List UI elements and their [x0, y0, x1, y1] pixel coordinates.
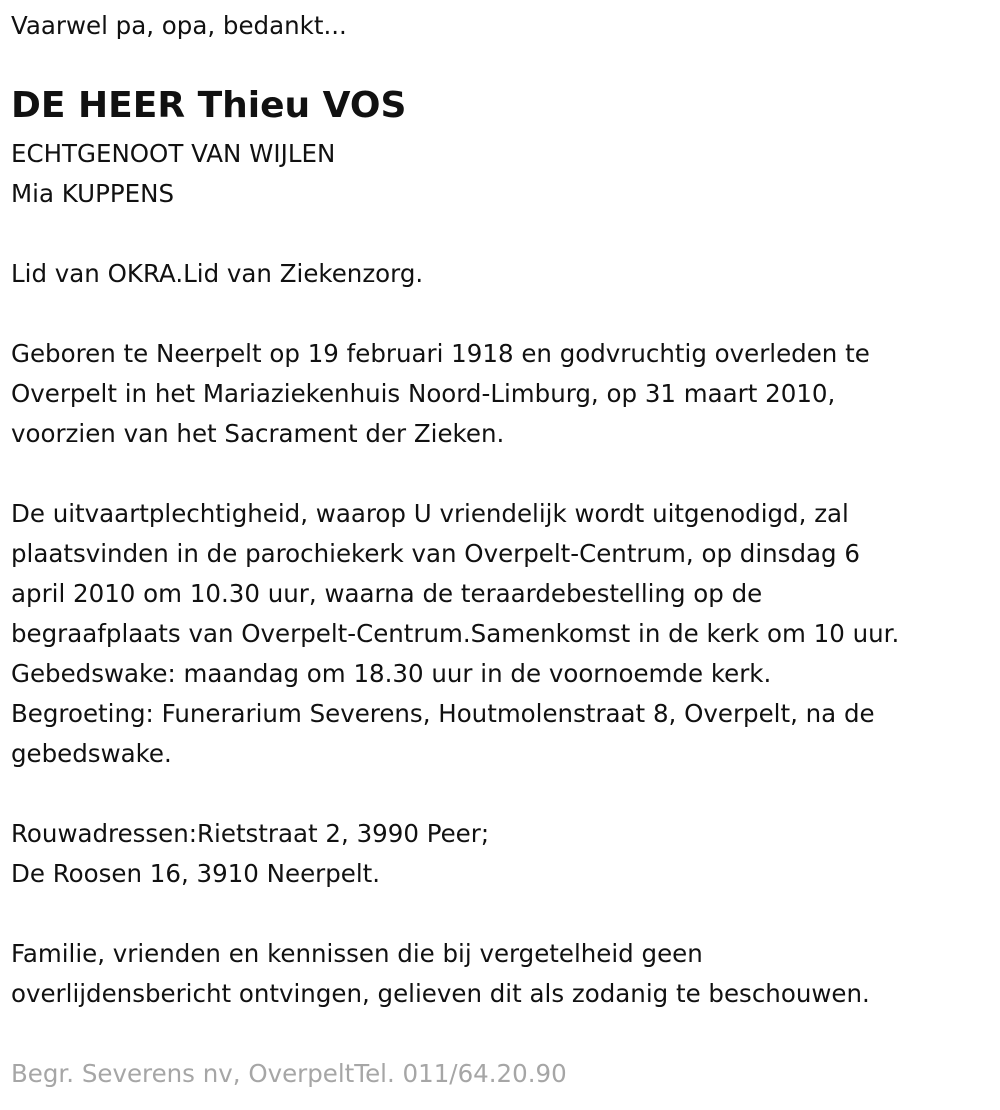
- addresses-paragraph: [11, 814, 489, 894]
- paragraph-line: gebedswake.: [11, 739, 172, 768]
- closing-paragraph: [11, 934, 870, 1014]
- paragraph-line: Overpelt in het Mariaziekenhuis Noord-Limburg, op 31 maart 2010,: [11, 379, 836, 408]
- paragraph-line: april 2010 om 10.30 uur, waarna de teraardebestelling op de: [11, 579, 763, 608]
- paragraph-line: begraafplaats van Overpelt-Centrum.Samenkomst in de kerk om 10 uur.: [11, 619, 900, 648]
- membership-block: [11, 254, 423, 294]
- paragraph-line: Geboren te Neerpelt op 19 februari 1918 en godvruchtig overleden te: [11, 339, 870, 368]
- paragraph-line: voorzien van het Sacrament der Zieken.: [11, 419, 505, 448]
- birth-death-paragraph: [11, 334, 870, 454]
- address-line: De Roosen 16, 3910 Neerpelt.: [11, 859, 381, 888]
- spouse-name: Mia KUPPENS: [11, 179, 174, 208]
- deceased-name: DE HEER Thieu VOS: [11, 85, 407, 126]
- spouse-line: ECHTGENOOT VAN WIJLEN: [11, 139, 336, 168]
- spouse-block: [11, 134, 335, 214]
- membership-text: Lid van OKRA.Lid van Ziekenzorg.: [11, 259, 424, 288]
- paragraph-line: Gebedswake: maandag om 18.30 uur in de voornoemde kerk.: [11, 659, 772, 688]
- paragraph-line: overlijdensbericht ontvingen, gelieven dit als zodanig te beschouwen.: [11, 979, 870, 1008]
- paragraph-line: Begroeting: Funerarium Severens, Houtmolenstraat 8, Overpelt, na de: [11, 699, 875, 728]
- funeral-home-footer: Begr. Severens nv, OverpeltTel. 011/64.20.90: [11, 1059, 567, 1088]
- paragraph-line: Familie, vrienden en kennissen die bij vergetelheid geen: [11, 939, 703, 968]
- intro-text: Vaarwel pa, opa, bedankt...: [11, 11, 347, 40]
- address-line: Rouwadressen:Rietstraat 2, 3990 Peer;: [11, 819, 490, 848]
- paragraph-line: De uitvaartplechtigheid, waarop U vriendelijk wordt uitgenodigd, zal: [11, 499, 849, 528]
- paragraph-line: plaatsvinden in de parochiekerk van Overpelt-Centrum, op dinsdag 6: [11, 539, 860, 568]
- funeral-paragraph: [11, 494, 899, 774]
